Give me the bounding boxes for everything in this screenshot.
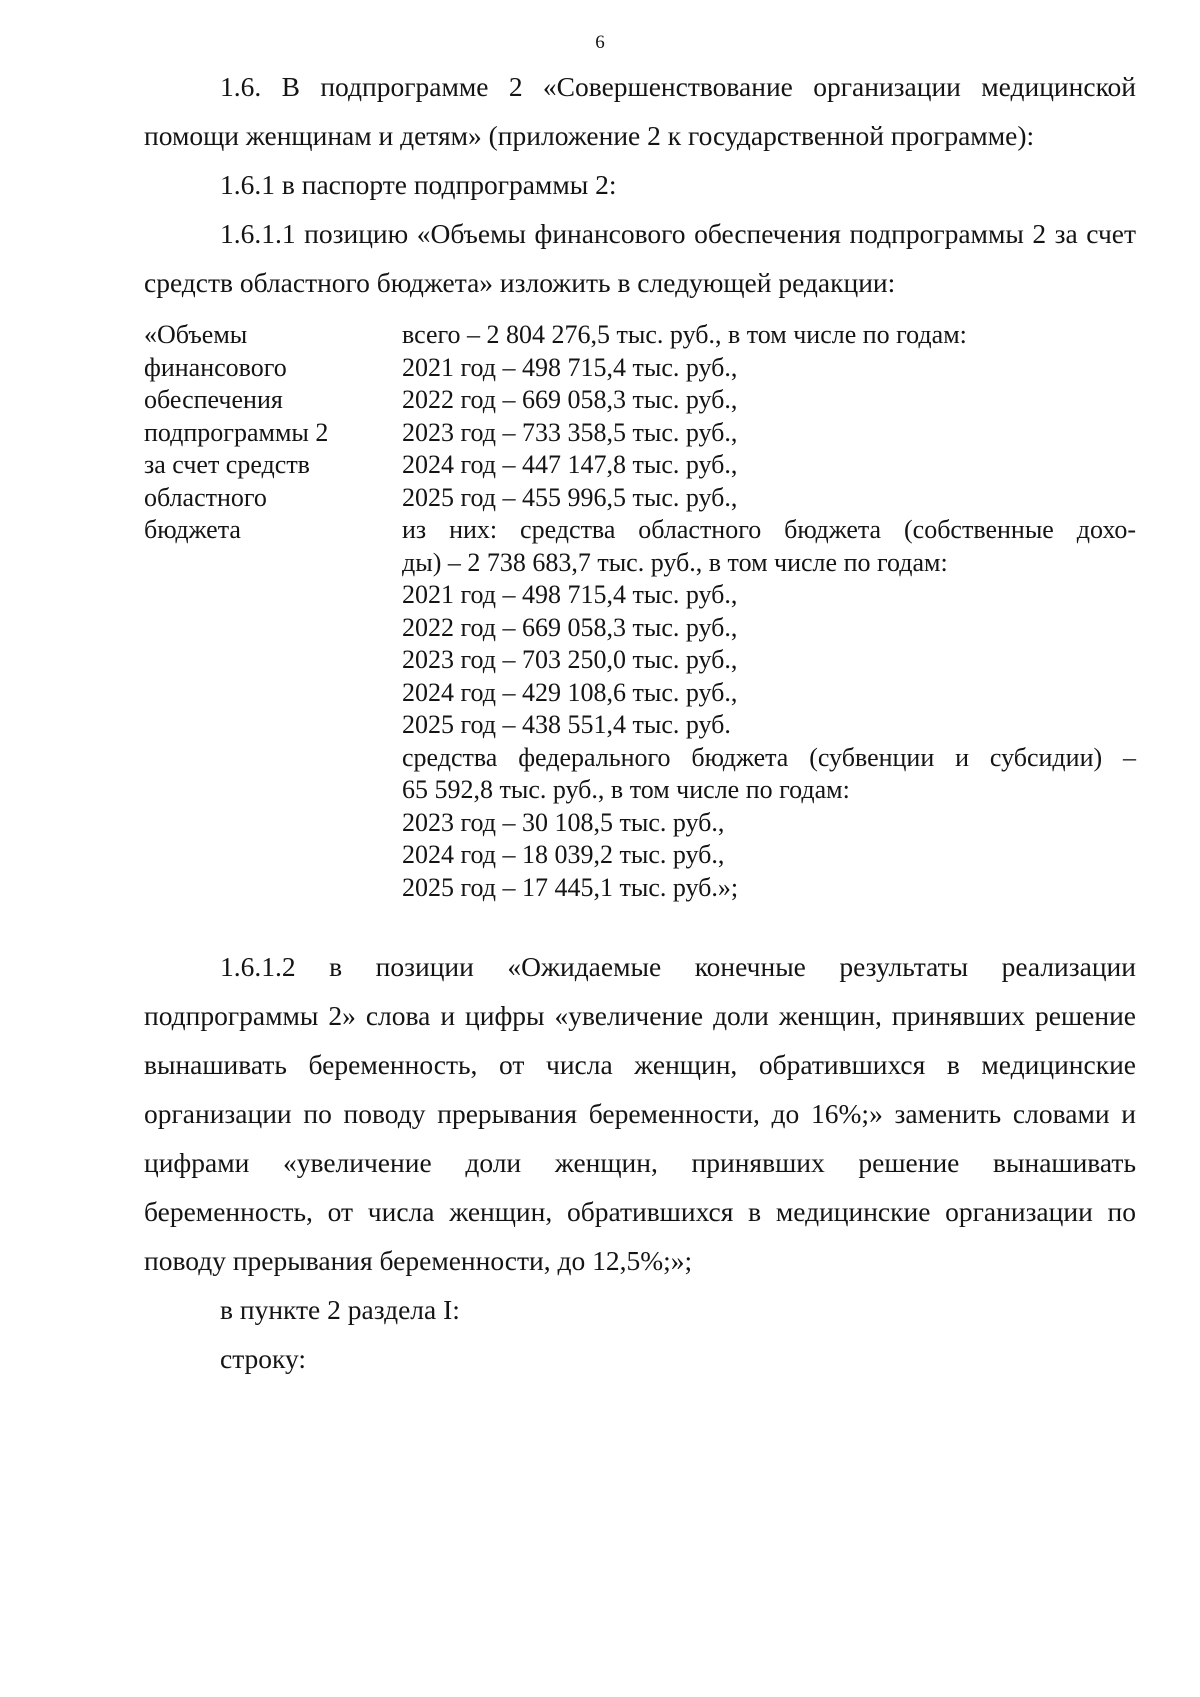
page-number: 6 xyxy=(595,32,605,53)
paragraph-section-point: в пункте 2 раздела I: xyxy=(220,1294,460,1325)
funding-year-line: 2023 год – 703 250,0 тыс. руб., xyxy=(402,645,738,674)
passport-position-name xyxy=(144,319,394,547)
paragraph-line-word: строку: xyxy=(220,1343,307,1374)
passport-left-line: обеспечения xyxy=(144,385,283,414)
funding-year-line: 2023 год – 733 358,5 тыс. руб., xyxy=(402,417,738,447)
paragraph-1-6-1: 1.6.1 в паспорте подпрограммы 2: xyxy=(220,169,617,200)
funding-year-line: 2021 год – 498 715,4 тыс. руб., xyxy=(402,352,738,382)
funding-year-line: 2024 год – 429 108,6 тыс. руб., xyxy=(402,677,738,707)
funding-year-line: 2022 год – 669 058,3 тыс. руб., xyxy=(402,612,738,642)
funding-total-line: всего – 2 804 276,5 тыс. руб., в том числе по годам: xyxy=(402,320,967,349)
funding-year-line: 2025 год – 17 445,1 тыс. руб.»; xyxy=(402,872,739,902)
federal-budget-line: 65 592,8 тыс. руб., в том числе по годам: xyxy=(402,775,850,804)
funding-year-line: 2024 год – 18 039,2 тыс. руб., xyxy=(402,840,725,869)
funding-year-line: 2023 год – 30 108,5 тыс. руб., xyxy=(402,807,725,837)
passport-left-line: «Объемы xyxy=(144,320,248,349)
paragraph-1-6-1-2: 1.6.1.2 в позиции «Ожидаемые конечные результаты реализации подпрограммы 2» слова и цифры «увеличение доли женщин, принявших решение вынашивать беременность, от числа женщин, обратившихся в медицинские организации по поводу прерывания беременности, до 16%;» заменить словами и цифрами «увеличение доли женщин, принявших решение вынашивать беременность, от числа женщин, обратившихся в медицинские организации по поводу прерывания беременности, до 12,5%;»; xyxy=(144,951,1136,1276)
regional-budget-line: из них: средства областного бюджета (собственные дохо- xyxy=(402,515,1136,544)
passport-position-value xyxy=(402,319,1136,904)
funding-year-line: 2024 год – 447 147,8 тыс. руб., xyxy=(402,450,738,479)
funding-year-line: 2021 год – 498 715,4 тыс. руб., xyxy=(402,580,738,609)
passport-left-line: подпрограммы 2 xyxy=(144,417,329,447)
passport-left-line: областного xyxy=(144,482,267,512)
passport-left-line: бюджета xyxy=(144,515,241,544)
paragraph-1-6-1-1: 1.6.1.1 позицию «Объемы финансового обеспечения подпрограммы 2 за счет средств областного бюджета» изложить в следующей редакции: xyxy=(144,218,1136,298)
passport-left-line: за счет средств xyxy=(144,450,310,479)
regional-budget-line: ды) – 2 738 683,7 тыс. руб., в том числе по годам: xyxy=(402,547,948,577)
funding-year-line: 2025 год – 438 551,4 тыс. руб. xyxy=(402,710,731,739)
funding-year-line: 2022 год – 669 058,3 тыс. руб., xyxy=(402,385,738,414)
paragraph-1-6: 1.6. В подпрограмме 2 «Совершенствование организации медицинской помощи женщинам и детям» (приложение 2 к государственной программе): xyxy=(144,71,1136,151)
passport-left-line: финансового xyxy=(144,352,287,382)
federal-budget-line: средства федерального бюджета (субвенции и субсидии) – xyxy=(402,742,1136,772)
funding-year-line: 2025 год – 455 996,5 тыс. руб., xyxy=(402,482,738,512)
